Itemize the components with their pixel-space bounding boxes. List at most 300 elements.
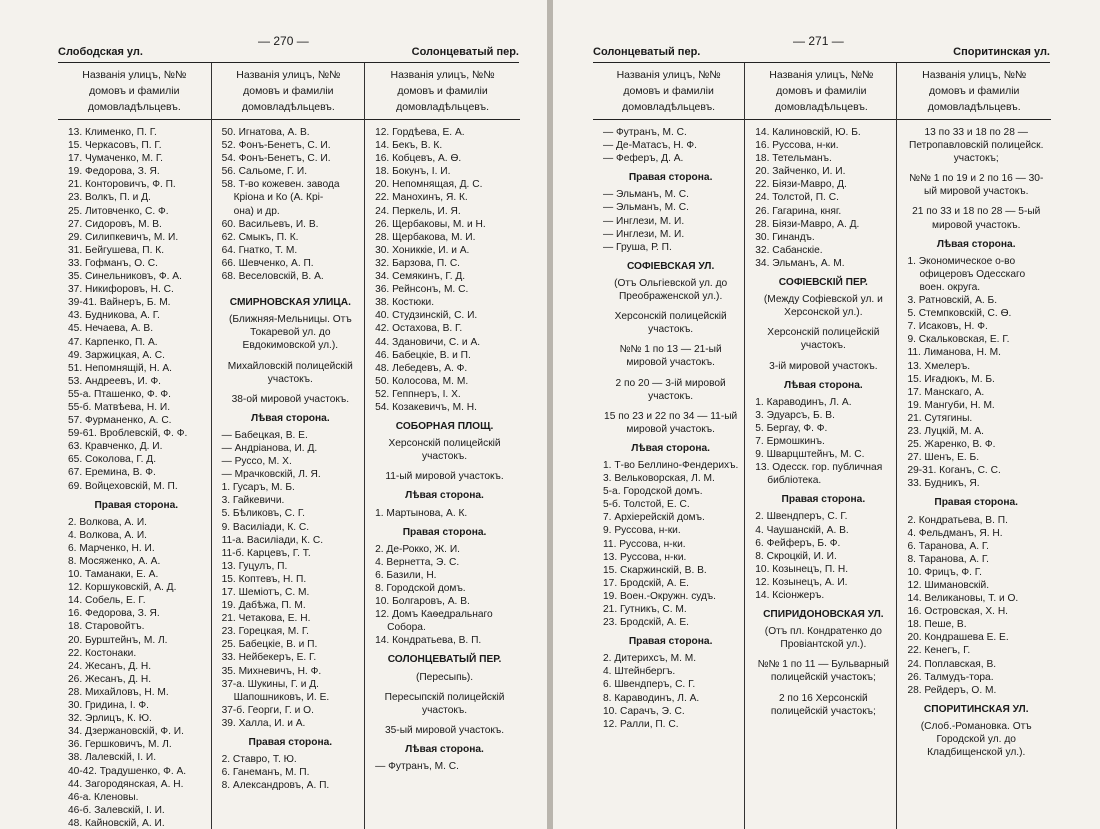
owner-entry: 9. Руссова, н-ки.: [603, 525, 681, 537]
spacer: [222, 283, 360, 290]
owner-entry: 14. Собель, Е. Г.: [68, 595, 146, 607]
owner-entry: 35. Михневичъ, Н. Ф.: [221, 665, 322, 677]
owner-entry: 57. Фурманенко, А. С.: [68, 415, 172, 427]
owner-entry: 65. Соколова, Г. Д.: [68, 454, 157, 466]
section-heading: СМИРНОВСКАЯ УЛИЦА.: [229, 297, 351, 309]
owner-entry: 8. Александровъ, А. П.: [221, 780, 330, 792]
owner-entry-continuation: библіотека.: [767, 475, 822, 487]
section-note: 11-ый мировой участокъ.: [385, 471, 504, 483]
owner-entry: 19. Мангуби, Н. М.: [907, 399, 995, 411]
owner-entry: 18. Бокунъ, І. И.: [375, 166, 451, 178]
owner-entry: 16. Федорова, З. Я.: [68, 608, 160, 620]
owner-entry: 42. Остахова, В. Г.: [375, 323, 463, 335]
owner-entry: 8. Караводинъ, Л. А.: [603, 692, 700, 704]
owner-entry: 44. Загородянская, А. Н.: [68, 778, 184, 790]
owner-entry: 32. Барзова, П. С.: [375, 257, 461, 269]
owner-entry: 5-б. Толстой, Е. С.: [603, 499, 690, 511]
owner-entry: 9. Шварцштейнъ, М. С.: [755, 449, 865, 461]
owner-entry: 16. Кобцевъ, А. Ѳ.: [375, 153, 462, 165]
owner-entry: 4. Чаушанскій, А. В.: [755, 524, 849, 536]
owner-entry: 51. Непомнящій, Н. А.: [68, 362, 172, 374]
owner-entry: 5. Бергау, Ф. Ф.: [755, 422, 828, 434]
section-note: (Отъ Ольгіевской ул. до Преображенской ул.).: [614, 277, 728, 303]
section-heading: Лѣвая сторона.: [631, 442, 710, 454]
owner-entry: 15. Черкасовъ, П. Г.: [68, 140, 162, 152]
column-header-line: домовъ и фамиліи: [89, 85, 180, 97]
owner-entry: 48. Лебедевъ, А. Ф.: [375, 362, 468, 374]
spacer: [755, 353, 891, 360]
owner-entry: 68. Веселовскій, В. А.: [221, 271, 324, 283]
section-note: №№ 1 по 13 — 21-ый мировой участокъ.: [619, 344, 722, 369]
owner-entry: 12. Ралли, П. С.: [603, 718, 679, 730]
owner-entry: 4. Штейнбергъ.: [603, 666, 676, 678]
owner-entry: 6. Базили, Н.: [375, 569, 437, 581]
owner-entry: 35. Синельниковъ, Ф. А.: [68, 271, 182, 283]
owner-entry: 22. Костонаки.: [68, 647, 137, 659]
owner-entry: 59-61. Вроблевскій, Ф. Ф.: [68, 428, 188, 440]
owner-entry: 1. Т-во Беллино-Фендерихъ.: [603, 459, 739, 471]
column-header-line: Названія улицъ, №№: [390, 69, 495, 81]
owner-entry: 18. Старовойтъ.: [68, 621, 145, 633]
owner-entry: 53. Андреевъ, И. Ф.: [68, 375, 162, 387]
column-header-line: Названія улицъ, №№: [769, 69, 874, 81]
owner-entry: 27. Сидоровъ, М. В.: [68, 218, 162, 230]
owner-entry: 46-б. Залевскій, І. И.: [68, 804, 165, 816]
owner-entry: 24. Жесанъ, Д. Н.: [68, 660, 152, 672]
owner-entry-continuation: она) и др.: [233, 205, 280, 217]
owner-entry: 50. Колосова, М. М.: [375, 375, 469, 387]
spacer: [603, 403, 738, 410]
page-number: — 270 —: [258, 34, 309, 48]
section-note: 21 по 33 и 18 по 28 — 5-ый мировой участокъ.: [912, 206, 1041, 231]
section-note: (Слоб.-Романовка. Отъ Городской ул. до Кладбищенской ул.).: [920, 720, 1032, 759]
owner-entry: 22. Манохинъ, Я. К.: [375, 192, 468, 204]
owner-entry-continuation: Шапошниковъ, И. Е.: [233, 691, 330, 703]
section-heading: Лѣвая сторона.: [936, 238, 1016, 250]
entries-list: [593, 120, 744, 731]
owner-entry: 21. Конторовичъ, Ф. П.: [68, 179, 176, 191]
section-note: №№ 1 по 11 — Бульварный полицейскій участокъ;: [757, 659, 890, 684]
owner-entry: 9. Скальковская, Е. Г.: [907, 334, 1010, 346]
owner-entry: 12. Козынецъ, А. И.: [755, 576, 848, 588]
owner-entry: 64. Гнатко, Т. М.: [221, 244, 298, 256]
owner-entry: 4. Вернетта, Э. С.: [375, 556, 460, 568]
owner-entry: 19. Дабѣжа, П. М.: [221, 600, 306, 612]
owner-entry: 28. Біязи-Мавро, А. Д.: [755, 218, 860, 230]
owner-entry: 3. Гайкевичи.: [221, 495, 285, 507]
owner-entry: 40. Студзинскій, С. И.: [375, 310, 478, 322]
owner-entry: 10. Козынецъ, П. Н.: [755, 563, 849, 575]
section-note: Михайловскій полицейскій участокъ.: [227, 360, 353, 385]
section-note: №№ 1 по 19 и 2 по 16 — 30-ый мировой участокъ.: [909, 173, 1044, 198]
owner-entry: 19. Федорова, З. Я.: [68, 166, 160, 178]
owner-entry: 62. Смыкъ, П. К.: [221, 231, 299, 243]
section-note: Херсонскій полицейскій участокъ.: [388, 438, 501, 463]
directory-column: [364, 63, 520, 829]
owner-entry: 23. Горецкая, М. Г.: [221, 626, 310, 638]
owner-entry: 48. Кайновскій, А. И.: [68, 817, 165, 829]
owner-entry: 14. Кондратьева, В. П.: [375, 635, 482, 647]
column-header-line: Названія улицъ, №№: [82, 69, 187, 81]
owner-entry: — Феферъ, Д. А.: [603, 153, 684, 165]
owner-entry: 34. Семякинъ, Г. Д.: [375, 271, 466, 283]
owner-entry: 9. Василіади, К. С.: [221, 521, 310, 533]
directory-table: [593, 62, 1050, 829]
owner-entry: 7. Архіерейскій домъ.: [603, 512, 705, 524]
section-note: (Отъ пл. Кондратенко до Провіантской ул.).: [764, 626, 882, 651]
owner-entry: 21. Четакова, Е. Н.: [221, 613, 311, 625]
directory-column: [211, 63, 366, 829]
owner-entry: 2. Волкова, А. И.: [68, 516, 147, 528]
owner-entry: 1. Экономическое о-во: [907, 255, 1016, 267]
owner-entry: 30. Гридина, І. Ф.: [68, 700, 149, 712]
entries-list: [745, 120, 897, 718]
column-header-line: домовладѣльцевъ.: [774, 101, 868, 113]
spacer: [603, 336, 738, 343]
owner-entry: 10. Фрицъ, Ф. Г.: [907, 566, 982, 578]
section-heading: СПИРИДОНОВСКАЯ УЛ.: [763, 609, 884, 621]
column-header-line: домовладѣльцевъ.: [241, 101, 335, 113]
spacer: [375, 717, 514, 724]
owner-entry: 45. Нечаева, А. В.: [68, 323, 154, 335]
owner-entry: 6. Фейферъ, Б. Ф.: [755, 537, 841, 549]
owner-entry-continuation: офицеровъ Одесскаго: [919, 268, 1026, 280]
owner-entry: 14. Ксіонжеръ.: [755, 590, 825, 601]
owner-entry: 7. Исаковъ, Н. Ф.: [907, 321, 988, 333]
owner-entry: 17. Шеміотъ, С. М.: [221, 587, 310, 598]
owner-entry: 23. Луцкій, М. А.: [907, 425, 985, 437]
spacer: [603, 303, 738, 310]
owner-entry: 30. Хониккіе, И. и А.: [375, 244, 470, 256]
owner-entry-continuation: Собора.: [387, 622, 426, 634]
owner-entry: 28. Щербакова, М. И.: [375, 231, 476, 243]
owner-entry: 19. Воен.-Окружн. судъ.: [603, 590, 716, 602]
owner-entry: 43. Будникова, А. Г.: [68, 310, 160, 322]
column-header-line: Названія улицъ, №№: [236, 69, 341, 81]
directory-table: [58, 62, 519, 829]
entries-list: [212, 120, 366, 792]
owner-entry: 33. Будникъ, Я.: [907, 478, 980, 490]
owner-entry: 10. Болгаровъ, А. В.: [375, 596, 470, 608]
owner-entry: 22. Кенегъ, Г.: [907, 645, 971, 657]
spacer: [603, 370, 738, 377]
owner-entry: 14. Бекъ, В. К.: [375, 140, 443, 152]
owner-entry: 4. Фельдманъ, Я. Н.: [907, 527, 1003, 539]
spacer: [222, 386, 360, 393]
owner-entry: 18. Пеше, В.: [907, 619, 967, 631]
owner-entry: 3. Вельковорская, Л. М.: [603, 473, 715, 485]
owner-entry: 44. Здановичи, С. и А.: [375, 336, 481, 348]
owner-entry: 37-а. Шукины, Г. и Д.: [221, 678, 319, 690]
owner-entry: 17. Чумаченко, М. Г.: [68, 153, 163, 165]
owner-entry: 40-42. Традушенко, Ф. А.: [68, 765, 187, 777]
owner-entry: 8. Городской домъ.: [375, 583, 466, 594]
section-heading: Лѣвая сторона.: [405, 490, 484, 502]
entries-list: [365, 120, 520, 773]
owner-entry: 12. Коршуковскій, А. Д.: [68, 582, 177, 594]
owner-entry: 34. Дзержановскій, Ф. И.: [68, 726, 184, 738]
owner-entry: 46. Бабецкіе, В. и П.: [375, 349, 471, 361]
owner-entry: 20. Бурштейнъ, М. Л.: [68, 634, 168, 646]
owner-entry: 36. Гершковичъ, М. Л.: [68, 739, 172, 751]
directory-column: [58, 63, 211, 829]
column-header: [212, 63, 366, 120]
section-note: 38-ой мировой участокъ.: [231, 393, 350, 405]
owner-entry: 60. Васильевъ, И. В.: [221, 218, 319, 230]
owner-entry: 13. Гуцулъ, П.: [221, 560, 288, 572]
owner-entry: — Эльманъ, М. С.: [603, 202, 689, 214]
section-heading: СОБОРНАЯ ПЛОЩ.: [395, 421, 494, 433]
owner-entry: 39. Халла, И. и А.: [221, 717, 306, 729]
section-heading: Правая сторона.: [628, 172, 713, 184]
column-header-line: домовладѣльцевъ.: [396, 101, 489, 113]
owner-entry: 38. Лалевскій, І. И.: [68, 752, 157, 764]
owner-entry: 5-а. Городской домъ.: [603, 486, 703, 498]
owner-entry: 31. Бейгушева, П. К.: [68, 244, 165, 256]
owner-entry: 10. Сарачъ, Э. С.: [603, 705, 685, 717]
owner-entry: 7. Ермошкинъ.: [755, 435, 825, 447]
owner-entry: 2. Швендперъ, С. Г.: [755, 511, 848, 523]
owner-entry: 18. Тетельманъ.: [755, 153, 832, 165]
owner-entry: 16. Островская, Х. Н.: [907, 606, 1009, 618]
section-note: 35-ый мировой участокъ.: [384, 724, 505, 736]
owner-entry: 5. Стемпковскій, С. Ѳ.: [907, 308, 1012, 320]
owner-entry: 11. Лиманова, Н. М.: [907, 347, 1001, 359]
owner-entry: — Груша, Р. П.: [603, 241, 672, 253]
section-note: (Пересыпь).: [415, 671, 474, 683]
owner-entry: 63. Кравченко, Д. И.: [68, 441, 163, 453]
section-note: Херсонскій полицейскій участокъ.: [614, 311, 727, 336]
owner-entry: 26. Талмудъ-тора.: [907, 671, 994, 683]
owner-entry: 54. Козакевичъ, М. Н.: [375, 401, 477, 413]
section-note: (Между Софіевской ул. и Херсонской ул.).: [763, 294, 883, 319]
section-heading: Правая сторона.: [94, 499, 179, 511]
owner-entry: 22. Біязи-Мавро, Д.: [755, 179, 847, 191]
owner-entry: 6. Швендперъ, С. Г.: [603, 679, 696, 691]
spacer: [755, 685, 891, 692]
right-page: [553, 0, 1100, 829]
owner-entry-continuation: Кріона и Ко (А. Крі-: [233, 192, 324, 204]
column-header-line: домовъ и фамиліи: [397, 85, 488, 97]
owner-entry: — Инглези, М. И.: [603, 228, 685, 240]
spacer: [755, 319, 891, 326]
owner-entry: 30. Гинандъ.: [755, 231, 815, 243]
owner-entry: 11-б. Карцевъ, Г. Т.: [221, 547, 311, 559]
owner-entry: — Футранъ, М. С.: [375, 761, 459, 773]
section-note: (Ближняя-Мельницы. Отъ Токаревой ул. до Евдокимовской ул.).: [228, 314, 352, 352]
owner-entry: 56. Сальоме, Г. И.: [221, 166, 308, 178]
section-heading: Лѣвая сторона.: [783, 379, 863, 391]
owner-entry-continuation: воен. округа.: [919, 281, 981, 293]
section-note: 2 по 16 Херсонскій полицейскій участокъ;: [770, 692, 876, 717]
page-number-value: 270: [273, 34, 294, 48]
owner-entry: 6. Таранова, А. Г.: [907, 540, 989, 552]
owner-entry: 50. Игнатова, А. В.: [221, 127, 310, 138]
running-head-right: Солонцеватый пер.: [411, 46, 519, 58]
owner-entry: 1. Гусаръ, М. Б.: [221, 482, 295, 494]
owner-entry: 12. Гордѣева, Е. А.: [375, 127, 465, 138]
owner-entry: 20. Зайченко, И. И.: [755, 166, 846, 178]
column-header: [897, 63, 1051, 120]
owner-entry: 67. Еремина, В. Ф.: [68, 467, 156, 479]
section-heading: Лѣвая сторона.: [250, 412, 330, 424]
spacer: [907, 165, 1045, 172]
owner-entry: 52. Фонъ-Бенетъ, С. И.: [221, 140, 331, 152]
directory-column: [593, 63, 744, 829]
owner-entry: 32. Сабанскіе.: [755, 244, 823, 256]
owner-entry: 29-31. Коганъ, С. С.: [907, 465, 1001, 477]
page-number-value: 271: [808, 34, 829, 48]
owner-entry: — Футранъ, М. С.: [603, 127, 687, 138]
column-header-line: домовъ и фамиліи: [929, 85, 1020, 97]
section-note: 2 по 20 — 3-ій мировой участокъ.: [615, 377, 726, 402]
column-header-line: домовладѣльцевъ.: [927, 101, 1021, 113]
running-head-left: Слободская ул.: [58, 46, 143, 58]
running-head-left: Солонцеватый пер.: [593, 46, 701, 58]
owner-entry: 15. Скаржинскій, В. В.: [603, 564, 707, 576]
section-note: Херсонскій полицейскій участокъ.: [767, 327, 880, 352]
owner-entry: 34. Эльманъ, А. М.: [755, 257, 845, 269]
owner-entry: 17. Манскаго, А.: [907, 386, 985, 398]
running-head-right: Споритинская ул.: [953, 46, 1050, 58]
owner-entry: 32. Эрлицъ, К. Ю.: [68, 713, 152, 725]
owner-entry: 2. Кондратьева, В. П.: [907, 514, 1008, 526]
column-header: [58, 63, 211, 120]
owner-entry: 38. Костюки.: [375, 297, 435, 309]
section-heading: СОЛОНЦЕВАТЫЙ ПЕР.: [387, 654, 502, 666]
section-note: 3-ій мировой участокъ.: [769, 360, 878, 372]
spacer: [222, 353, 360, 360]
owner-entry: 24. Перкель, И. Я.: [375, 205, 461, 217]
spacer: [907, 198, 1045, 205]
owner-entry: 6. Марченко, Н. И.: [68, 542, 155, 554]
column-header-line: домовъ и фамиліи: [623, 85, 714, 97]
owner-entry: 2. Ставро, Т. Ю.: [221, 754, 297, 766]
column-header-line: домовъ и фамиліи: [776, 85, 867, 97]
column-header: [365, 63, 520, 120]
section-heading: Правая сторона.: [934, 497, 1019, 509]
owner-entry: 58. Т-во кожевен. завода: [221, 179, 340, 191]
owner-entry: — Мрачковскій, Л. Я.: [221, 469, 321, 481]
owner-entry: 26. Гагарина, княг.: [755, 205, 842, 217]
owner-entry: 23. Бродскій, А. Е.: [603, 617, 689, 629]
owner-entry: 24. Толстой, П. С.: [755, 192, 839, 204]
owner-entry: 2. Дитерихсъ, М. М.: [603, 653, 697, 665]
owner-entry: 5. Бѣликовъ, С. Г.: [221, 508, 305, 520]
owner-entry: 11-а. Василіади, К. С.: [221, 534, 324, 546]
owner-entry: 21. Сутягины.: [907, 412, 973, 424]
owner-entry: 21. Гутникъ, С. М.: [603, 604, 687, 615]
owner-entry: 27. Шенъ, Е. Б.: [907, 452, 980, 464]
directory-column: [744, 63, 897, 829]
section-heading: СОФІЕВСКІЙ ПЕР.: [778, 277, 868, 289]
owner-entry: 54. Фонъ-Бенетъ, С. И.: [221, 153, 331, 165]
column-header: [745, 63, 897, 120]
spacer: [375, 463, 514, 470]
section-heading: Правая сторона.: [402, 526, 487, 538]
column-header-line: домовладѣльцевъ.: [87, 101, 181, 113]
column-header-line: Названія улицъ, №№: [616, 69, 721, 81]
owner-entry: 8. Мосяженко, А. А.: [68, 556, 161, 567]
owner-entry: — Андріанова, И. Д.: [221, 442, 318, 454]
owner-entry: — Руссо, М. Х.: [221, 456, 292, 468]
spacer: [755, 651, 891, 658]
section-note: 13 по 33 и 18 по 28 — Петропавловскій полицейск. участокъ;: [909, 127, 1044, 165]
owner-entry: 26. Жесанъ, Д. Н.: [68, 673, 152, 685]
owner-entry: 1. Караводинъ, Л. А.: [755, 396, 852, 408]
owner-entry: 23. Волкъ, П. и Д.: [68, 192, 151, 204]
owner-entry: 13. Одесск. гор. публичная: [755, 462, 883, 474]
column-header-line: домовладѣльцевъ.: [622, 101, 716, 113]
owner-entry: 3. Ратновскій, А. Б.: [907, 295, 998, 307]
owner-entry: 14. Великановы, Т. и О.: [907, 593, 1019, 605]
owner-entry: — Инглези, М. И.: [603, 215, 685, 227]
owner-entry: 12. Шимановскій.: [907, 580, 990, 591]
owner-entry: 28. Михайловъ, Н. М.: [68, 686, 169, 698]
owner-entry: — Бабецкая, В. Е.: [221, 429, 308, 441]
section-note: Пересыпскій полицейскій участокъ.: [384, 691, 505, 716]
page-number: — 271 —: [793, 34, 844, 48]
owner-entry: — Эльманъ, М. С.: [603, 189, 689, 201]
owner-entry: 13. Руссова, н-ки.: [603, 551, 687, 563]
owner-entry: 33. Нейбекеръ, Е. Г.: [221, 652, 317, 664]
owner-entry: 24. Поплавская, В.: [907, 658, 997, 670]
owner-entry: 26. Щербаковы, М. и Н.: [375, 218, 486, 230]
owner-entry: 16. Руссова, н-ки.: [755, 140, 839, 152]
column-header: [593, 63, 744, 120]
owner-entry: 37. Никифоровъ, Н. С.: [68, 284, 174, 296]
owner-entry: 8. Таранова, А. Г.: [907, 553, 989, 565]
section-note: 15 по 23 и 22 по 34 — 11-ый мировой участокъ.: [604, 410, 738, 435]
owner-entry: 3. Эдуарсъ, Б. В.: [755, 409, 835, 421]
owner-entry: 2. Де-Рокко, Ж. И.: [375, 543, 460, 555]
owner-entry: 28. Рейдеръ, О. М.: [907, 684, 997, 696]
section-heading: Правая сторона.: [248, 737, 333, 749]
owner-entry: 25. Бабецкіе, В. и П.: [221, 639, 318, 651]
owner-entry: 8. Скроцкій, И. И.: [755, 550, 837, 562]
owner-entry: 66. Шевченко, А. П.: [221, 257, 314, 269]
owner-entry: 13. Клименко, П. Г.: [68, 127, 157, 138]
left-page: [0, 0, 547, 829]
owner-entry: 10. Таманаки, Е. А.: [68, 569, 159, 581]
owner-entry: 29. Силипкевичъ, М. И.: [68, 231, 179, 243]
owner-entry: 47. Карпенко, П. А.: [68, 336, 158, 348]
owner-entry: 20. Кондрашева Е. Е.: [907, 632, 1009, 644]
section-heading: Лѣвая сторона.: [405, 743, 484, 755]
owner-entry: 55-а. Пташенко, Ф. Ф.: [68, 388, 171, 400]
owner-entry: 4. Волкова, А. И.: [68, 529, 147, 541]
owner-entry: 15. Иғадюкъ, М. Б.: [907, 373, 995, 385]
owner-entry: 46-а. Кленовы.: [68, 791, 139, 803]
entries-list: [58, 120, 211, 829]
section-heading: Правая сторона.: [628, 636, 713, 648]
owner-entry: 6. Ганеманъ, М. П.: [221, 767, 310, 779]
owner-entry: 20. Непомнящая, Д. С.: [375, 179, 483, 191]
section-heading: СОФІЕВСКАЯ УЛ.: [626, 260, 715, 272]
owner-entry: 39-41. Вайнеръ, Б. М.: [68, 297, 171, 309]
owner-entry: 25. Жаренко, В. Ф.: [907, 439, 996, 451]
owner-entry: 11. Руссова, н-ки.: [603, 538, 686, 550]
entries-list: [897, 120, 1051, 759]
owner-entry: — Де-Матасъ, Н. Ф.: [603, 140, 697, 152]
owner-entry: 49. Заржицкая, А. С.: [68, 349, 165, 361]
column-header-line: Названія улицъ, №№: [922, 69, 1027, 81]
owner-entry: 36. Рейнсонъ, М. С.: [375, 284, 469, 296]
owner-entry: 17. Бродскій, А. Е.: [603, 577, 689, 589]
owner-entry: 69. Войцеховскій, М. П.: [68, 480, 178, 492]
owner-entry: 13. Хмелеръ.: [907, 360, 971, 372]
column-header-line: домовъ и фамиліи: [243, 85, 334, 97]
